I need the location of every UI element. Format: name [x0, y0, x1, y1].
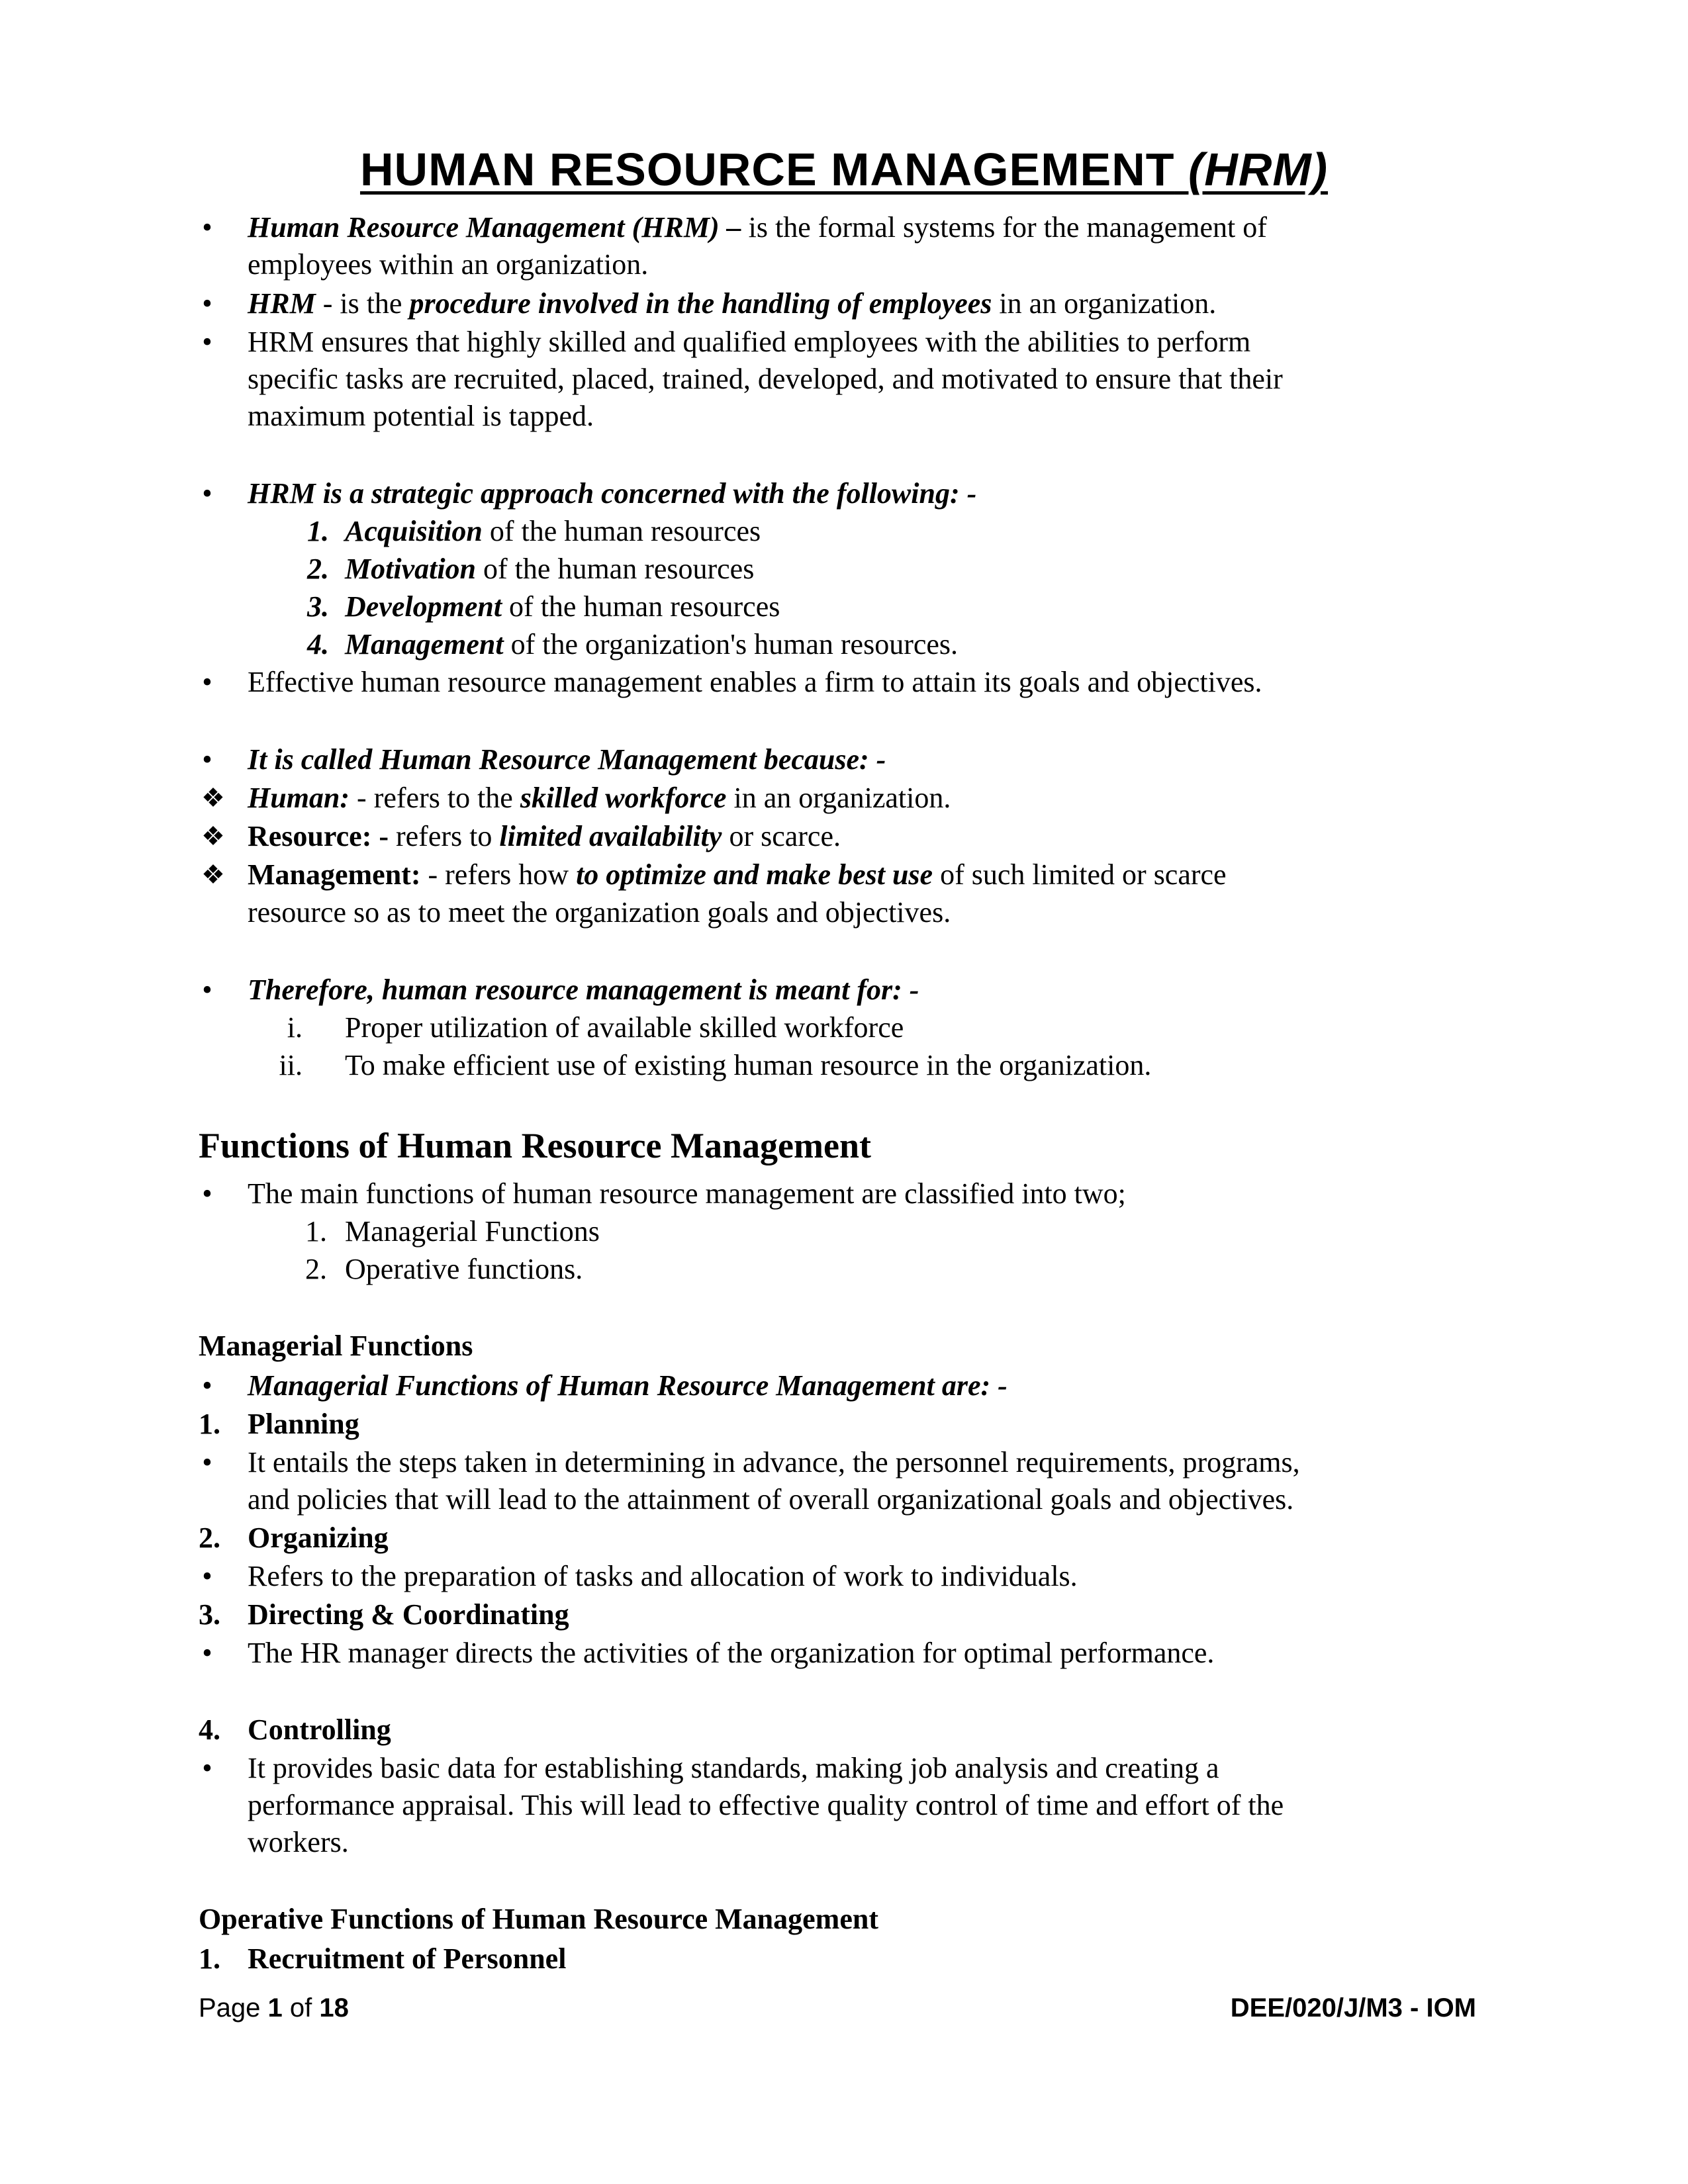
- bullet-icon: •: [202, 974, 212, 1006]
- page-title: HUMAN RESOURCE MANAGEMENT (HRM): [359, 144, 1329, 195]
- diamond-bullet-icon: ❖: [201, 821, 225, 851]
- bullet-icon: •: [202, 1637, 212, 1669]
- diamond-bullet-icon: ❖: [201, 783, 225, 813]
- title-abbreviation: (HRM): [1188, 144, 1329, 195]
- bullet-icon: •: [202, 743, 212, 776]
- bullet-icon: •: [202, 1560, 212, 1592]
- bullet-icon: •: [202, 1177, 212, 1210]
- subsection-heading: Managerial Functions: [199, 1330, 473, 1362]
- section-heading: Functions of Human Resource Management: [199, 1126, 871, 1165]
- bullet-icon: •: [202, 1446, 212, 1479]
- document-page: HUMAN RESOURCE MANAGEMENT (HRM) • Human Resource Management (HRM) – is the formal systems for the management of employees within an organization. • HRM - is the procedure involved in the handling of employees in an organization. • HRM ensures that highly skilled and qualified employees with the abilities to perform specific tasks are recruited, placed, trained, developed, and motivated to ensure that their maximum potential is tapped. • HRM is a strategic approach concerned with the following: - 1. Acquisition of the human resources 2. Motivation of the human resources 3. Development of the human resources 4. Management of the organization's human resources. • Effective human resource management enables a firm to attain its goals and objectives. • It is called Human Resource Management because: - ❖ Human: - refers to the skilled workforce in an organization. ❖ Resource: - refers to limited availability or scarce. ❖ Management: - refers how to optimize and make best use of such limited or scarce resource so as to meet the organization goals and objectives. • Therefore, human resource management is meant for: - i. Proper utilization of available skilled workforce ii. To make efficient use of existing human resource in the organization. Functions of Human Resource Management • The main functions of human resource management are classified into two; 1. Managerial Functions 2. Operative functions. Managerial Functions • Managerial Functions of Human Resource Management are: - 1. Planning • It entails the steps taken in determining in advance, the personnel requirements, programs, and policies that will lead to the attainment of overall organizational goals and objectives. 2. Organizing • Refers to the preparation of tasks and allocation of work to individuals. 3. Directing & Coordinating • The HR manager directs the activities of the organization for optimal performance. 4. Controlling • It provides basic data for establishing standards, making job analysis and creating a performance appraisal. This will lead to effective quality control of time and effort of the workers. Operative Functions of Human Resource Management 1. Recruitment of Personnel Page 1 of 18 DEE/020/J/M3 - IOM: [0, 0, 1688, 2184]
- bullet-icon: •: [202, 211, 212, 244]
- bullet-icon: •: [202, 477, 212, 510]
- bullet-icon: •: [202, 326, 212, 358]
- document-code: DEE/020/J/M3 - IOM: [1230, 1993, 1476, 2023]
- subsection-heading: Operative Functions of Human Resource Management: [199, 1903, 878, 1935]
- bullet-icon: •: [202, 287, 212, 320]
- page-number: Page 1 of 18: [199, 1993, 349, 2023]
- bullet-icon: •: [202, 1369, 212, 1402]
- diamond-bullet-icon: ❖: [201, 860, 225, 889]
- bullet-icon: •: [202, 666, 212, 698]
- bullet-icon: •: [202, 1752, 212, 1784]
